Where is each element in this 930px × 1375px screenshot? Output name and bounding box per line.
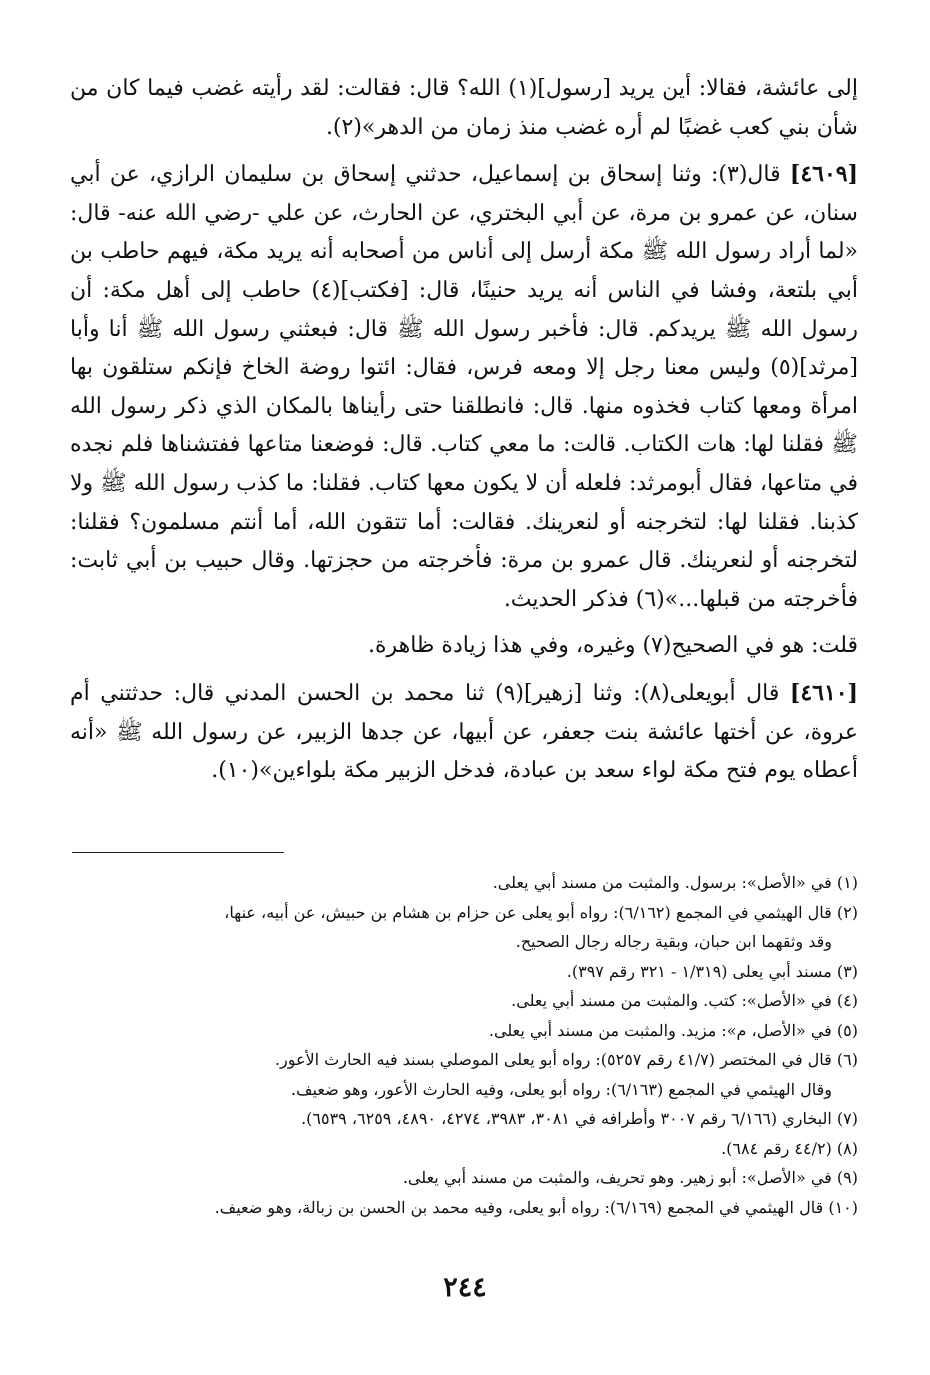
paragraph-text: قال(٣): وثنا إسحاق بن إسماعيل، حدثني إسحاق بن سليمان الرازي، عن أبي سنان، عن عمرو بن مرة، عن أبي البختري، عن الحارث، عن علي -رضي الله عنه- قال: «لما أراد رسول الله ﷺ مكة أرسل إلى أناس من أصحابه أنه يريد مكة، فيهم حاطب بن أبي بلتعة، وفشا في الناس أنه يريد حنينًا، قال: [فكتب](٤) حاطب إلى أهل مكة: أن رسول الله ﷺ يريدكم. قال: فأخبر رسول الله ﷺ قال: فبعثني رسول الله ﷺ أنا وأبا [مرثد](٥) وليس معنا رجل إلا ومعه فرس، فقال: ائتوا روضة الخاخ فإنكم ستلقون بها امرأة ومعها كتاب فخذوه منها. قال: فانطلقنا حتى رأيناها بالمكان الذي ذكر رسول الله ﷺ فقلنا لها: هات الكتاب. قالت: ما معي كتاب. قال: فوضعنا متاعها ففتشناها فلم نجده في متاعها، فقال أبومرثد: فلعله أن لا يكون معها كتاب. فقلنا: ما كذب رسول الله ﷺ ولا كذبنا. فقلنا لها: لتخرجنه أو لنعرينك. فقالت: أما تتقون الله، أما أنتم مسلمون؟ فقلنا: لتخرجنه أو لنعرينك. قال عمرو بن مرة: فأخرجته من حجزتها. وقال حبيب بن أبي ثابت: فأخرجته من قبلها...»(٦) فذكر الحديث.: [70, 162, 858, 612]
footnote: (٦) قال في المختصر (٤١/٧ رقم ٥٢٥٧): رواه أبو يعلى الموصلي بسند فيه الحارث الأعور.: [274, 1050, 858, 1069]
page-number: ٢٤٤: [443, 1272, 487, 1303]
footnote: (٩) في «الأصل»: أبو زهير. وهو تحريف، والمثبت من مسند أبي يعلى.: [402, 1168, 858, 1187]
footnote-continuation: وقد وثقهما ابن حبان، وبقية رجاله رجال الصحيح.: [515, 932, 832, 951]
paragraph-text: قلت: هو في الصحيح(٧) وغيره، وفي هذا زيادة ظاهرة.: [367, 633, 858, 659]
body-text: [70, 70, 858, 791]
footnote: (٤) في «الأصل»: كتب. والمثبت من مسند أبي يعلى.: [511, 991, 858, 1010]
footnote: (١) في «الأصل»: برسول. والمثبت من مسند أبي يعلى.: [492, 873, 858, 892]
paragraph-continuation: [70, 70, 858, 147]
footnote: (٣) مسند أبي يعلى (١/٣١٩ - ٣٢١ رقم ٣٩٧).: [566, 961, 858, 981]
hadith-4609: [70, 155, 858, 619]
editor-comment: [70, 627, 858, 666]
paragraph-text: إلى عائشة، فقالا: أين يريد [رسول](١) الله؟ قال: فقالت: لقد رأيته غضب فيما كان من شأن بني كعب غضبًا لم أره غضب منذ زمان من الدهر»(٢).: [70, 76, 858, 140]
main-text: [70, 70, 858, 799]
footnote: (٧) البخاري (٦/١٦٦ رقم ٣٠٠٧ وأطرافه في ٣٠٨١، ٣٩٨٣، ٤٢٧٤، ٤٨٩٠، ٦٢٥٩، ٦٥٣٩).: [301, 1109, 858, 1128]
paragraph-text: قال أبويعلى(٨): وثنا [زهير](٩) ثنا محمد بن الحسن المدني قال: حدثتني أم عروة، عن أختها عائشة بنت جعفر، عن أبيها، عن جدها الزبير، عن رسول الله ﷺ «أنه أعطاه يوم فتح مكة لواء سعد بن عبادة، فدخل الزبير مكة بلواءين»(١٠).: [70, 680, 858, 784]
footnote-divider: [72, 852, 284, 853]
footnote: (٢) قال الهيثمي في المجمع (٦/١٦٢): رواه أبو يعلى عن حزام بن هشام بن حبيش، عن أبيه، عنها،: [224, 902, 858, 922]
footnotes: [70, 868, 858, 1222]
hadith-4610: [70, 674, 858, 791]
hadith-number: [٤٦٠٩]: [789, 161, 859, 188]
hadith-number: [٤٦١٠]: [789, 679, 858, 706]
footnote: (٨) (٤٤/٢ رقم ٦٨٤).: [721, 1138, 858, 1158]
footnote: (١٠) قال الهيثمي في المجمع (٦/١٦٩): رواه أبو يعلى، وفيه محمد بن الحسن بن زبالة، وهو ضعيف.: [214, 1197, 858, 1217]
footnote-continuation: وقال الهيثمي في المجمع (٦/١٦٣): رواه أبو يعلى، وفيه الحارث الأعور، وهو ضعيف.: [290, 1079, 832, 1099]
footnote: (٥) في «الأصل، م»: مزيد. والمثبت من مسند أبي يعلى.: [488, 1020, 858, 1040]
